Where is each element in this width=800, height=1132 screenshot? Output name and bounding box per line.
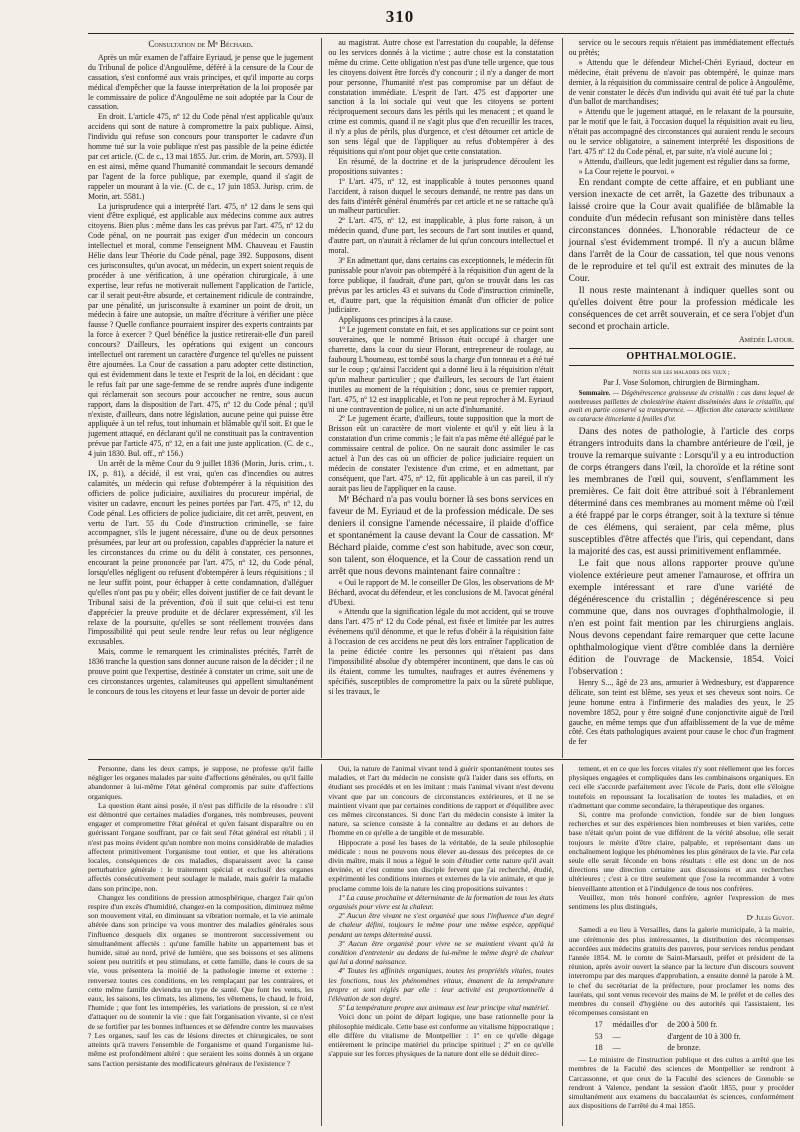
upper-col3-observation (569, 678, 794, 747)
paragraph: au magistrat. Autre chose est l'arrestation du coupable, la défense ou les services donnés à la victime ; autre chose est la constatation même du crime. Cette obligation n'est pas d'une telle urgence, que tous les citoyens doivent être forcés d'y concourir ; il n'y a danger de mort pour personne, l'humanité n'est pas compromise par un défaut de constatation immédiate. L'esprit de l'art. 475 est d'apporter une sanction à la loi sociale qui veut que les citoyens se portent réciproquement secours dans les périls qui les menacent ; et quand le crime est commis, quand il ne s'agit plus que d'en recueillir les traces, il n'y a plus de périls, plus d'urgence, et c'est détourner cet article de son sens légal que de l'appliquer au refus d'obtempérer à des réquisitions qui n'ont pour objet que cette constatation. (328, 38, 554, 156)
lower-col3-body3 (569, 1055, 794, 1110)
medal-row (595, 1032, 749, 1041)
paragraph: Mais, comme le remarquent les criminalistes précités, l'arrêt de 1836 tranche la question sans donner aucune raison de la décider ; il ne prouve point que l'expertise, destinée à constater un crime, soit une de ces circonstances urgentes, calamiteuses qui appellent simultanément le concours de tous les citoyens et leur fasse un devoir de porter aide (88, 647, 314, 696)
lower-col3-body (569, 764, 794, 911)
paragraph: 3º Aucun être organisé pour vivre ne se maintient vivant qu'à la condition d'entretenir au dedans de lui-même le même degré de chaleur qui lui a donné naissance. (328, 938, 554, 967)
upper-column-2 (321, 38, 553, 758)
paragraph: La jurisprudence qui a interprété l'art. 475, nº 12 dans le sens qui vient d'être expliqué, est applicable aux médecins comme aux autres citoyens. Bien plus : même dans les cas prévus par l'art. 475, nº 12 du Code pénal, on ne pourrait pas exiger d'un médecin un concours intellectuel et moral, comme l'enseignent MM. Chauveau et Faustin Hélie dans leur Théorie du Code pénal, page 392. Supposons, disent ces jurisconsultes, qu'un avocat, un médecin, un expert soient requis de procéder à une vérification, à une opération chirurgicale, à une expertise, leur refus ne motiverait nullement l'application de l'article, car il serait peut-être absurde, et certainement ridicule de contraindre, par une pénalité, un jurisconsulte à examiner un point de droit, un médecin à faire une autopsie, un maître d'écriture à vérifier une pièce fausse ? Quelle confiance pourraient inspirer des experts contraints par la force à exercer ? Quel bénéfice la justice retirerait-elle d'un pareil concours? D'ailleurs, les opérations qui exigent un concours intellectuel ont rarement un caractère d'urgence tel qu'elles ne puissent être ajournées. La Cour de cassation a paru adopter cette distinction, qui est évidemment dans le texte et l'esprit de la loi, en décidant : que le refus fait par une sage-femme de se rendre auprès d'une indigente qui réclamerait son secours pour accoucher ne rentre, sous aucun rapport, dans la disposition de l'art. 475, nº 12 du Code pénal ; qu'il n'existe, d'ailleurs, dans notre législation, aucune peine qui puisse être appliquée à un tel refus, tout inhumain et blâmable qu'il soit. Et que le jugement attaqué, en déclarant qu'il ne constituait pas la contravention prévue par l'article 475, nº 12, en a fait une juste application. (C. de c., 4 juin 1830. Bul. off., nº 156.) (88, 201, 314, 459)
paragraph: » Attendu que le défendeur Michel-Chéri Eyriaud, docteur en médecine, était prévenu de n'avoir pas obtempéré, le quinze mars dernier, à la réquisition du commissaire central de police à Angoulême, de venir constater le décès d'un individu qui avait été tué par la chute d'un ballot de marchandises; (568, 57, 794, 107)
upper-column-1 (88, 38, 313, 758)
medal-count: 18 (594, 1042, 603, 1052)
paragraph: Personne, dans les deux camps, je suppose, ne professe qu'il faille négliger les organes malades par suite d'affections générales, ou qu'il faille abandonner à lui-même l'état général compromis par suite d'affections organiques. (88, 764, 314, 801)
paragraph: 1º Le jugement constate en fait, et ses applications sur ce point sont souveraines, que le nommé Brisson était occupé à charger une charrette, dans la cour du sieur Florant, entrepreneur de roulage, au faubourg L'houmeau, est tombé sous la charge d'un tonneau et a été tué sur le coup ; qu'ainsi l'accident qui a donné lieu à la réquisition n'était qu'un malheur particulier ; que d'ailleurs, les secours de l'art étaient inutiles au moment de la réquisition ; donc, sous ce premier rapport, l'art. 475, nº 12 est inapplicable, et l'on ne peut reprocher à M. Eyriaud ni une contravention de police, ni un acte d'inhumanité. (328, 325, 554, 414)
upper-col3-body (569, 38, 794, 177)
author-line: Par J. Vose Solomon, chirurgien de Birmingham. (602, 378, 760, 388)
paragraph: Samedi a eu lieu à Versailles, dans la galerie municipale, à la mairie, une cérémonie des plus intéressantes, la distribution des récompenses accordées aux médecins gratuits des pauvres, pour services rendus pendant l'année 1854. M. le comte de Saint-Marsault, préfet et président de la réunion, après avoir ouvert la séance par la lecture d'un discours souvent interrompu par des marques d'approbation, a ensuite donné la parole à M. le chef du secrétariat de la préfecture, pour proclamer les noms des lauréats, qui sont venus recevoir des mains de M. le préfet et de celles des membres du conseil d'hygiène ou des autorités qui l'assistaient, les récompenses consistant en (568, 925, 794, 1018)
paragraph: Oui, la nature de l'animal vivant tend à guérir spontanément toutes ses maladies, et l'art du médecin ne consiste qu'à l'aider dans ses efforts, en étudiant ses procédés et en les imitant : mais l'animal vivant n'est devenu vivant que par un concours de circonstances extérieures, et il ne se maintient vivant que par certaines conditions de rapport et d'équilibre avec ces mêmes circonstances. Si donc l'art du médecin consiste à imiter la nature, sa science consiste à la connaître au dedans et au dehors de l'homme en ce qu'elle a de tangible et de mesurable. (328, 764, 554, 838)
middle-rule (88, 759, 794, 760)
paragraph: » La Cour rejette le pourvoi. » (578, 166, 675, 176)
paragraph: 2º Aucun être vivant ne s'est organisé que sous l'influence d'un degré de chaleur défini, toujours le même pour une même espèce, appliqué pendant un temps déterminé aussi. (328, 911, 554, 939)
paragraph: Changez les conditions de pression atmosphérique, chargez l'air qu'on respire d'un excès d'humidité, changez-en la composition, diminuez même son mouvement vital, en diminuant sa vibration normale, et la vie animale altérée dans son principe va vous montrer des maladies générales sous l'influence desquels dix organes se montreront successivement ou simultanément affectés : qu'une famille habite un appartement bas et humide, situé au nord, privé de lumière, que ses boissons et ses alimens soient peu nutritifs et peu stimulans, et cette famille, dans le cours de sa vie, vous présentera la moitié de la pathologie interne et externe : renversez toutes ces conditions, en les remplaçant par les contraires, et cette même famille deviendra un type de santé. Que font les vents, les eaux, les saisons, les climats, les alimens, les vêtemens, le chaud, le froid, l'humide ; que font les intempéries, les variations de pression, si ce n'est d'attaquer ou de soutenir la vie : que fait l'organisation vivante, si ce n'est de se fortifier par les bonnes influences et se défendre contre les mauvaises ? Les organes, sauf les cas de lésions directes et chirurgicales, ne sont atteints qu'à travers l'ensemble de l'organisme et quand l'organisme lui-même est profondément altéré : que seraient les soins donnés à un organe sans l'action persistante des modificateurs généraux de l'existence ? (88, 892, 314, 1068)
paragraph: 2º L'art. 475, nº 12, est inapplicable, à plus forte raison, à un médecin quand, d'une part, les secours de l'art sont inutiles et quand, d'autre part, on n'aurait à réclamer de lui qu'un concours intellectuel et moral. (328, 216, 554, 256)
article-heading: Consultation de Mᵉ Béchard. (148, 39, 253, 49)
paragraph: » Attendu, d'ailleurs, que ledit jugement est régulier dans sa forme, (578, 156, 790, 166)
paragraph: La question étant ainsi posée, il n'est pas difficile de la résoudre : s'il est démontré que certaines maladies d'organes, très nombreuses, peuvent engager et compromettre l'état général et qu'en faisant disparaître ou en guérissant l'organe souffrant, par ce fait seul l'état général est rétabli ; il n'est pas moins évident qu'un nombre non moins considérable de maladies affectent primitivement l'organisme tout entier, et que les altérations locales, conséquences de ces maladies, disparaissent avec la cause perturbatrice générale : le traitement spécial et exclusif des organes affectés consécutivement peut soulager le malade, mais guérir la maladie dans son principe, non. (88, 800, 314, 893)
paragraph: Mᵉ Béchard n'a pas voulu borner là ses bons services en faveur de M. Eyriaud et de la profession médicale. De ses deniers il consigne l'amende nécessaire, il plaide d'office et spontanément la cause devant la Cour de cassation. Mᵉ Béchard plaide, comme c'est son habitude, avec son cœur, son talent, son éloquence, et la Cour de cassation rend un arrêt que nous devons maintenant faire connaître : (328, 493, 554, 577)
upper-col3-big2 (569, 426, 794, 678)
page-number: 310 (385, 7, 415, 26)
upper-col2-body (328, 38, 553, 494)
medals-table (593, 1018, 751, 1054)
lower-col1-body (88, 764, 313, 1068)
paragraph: — Le ministre de l'instruction publique et des cultes a arrêté que les membres de la Faculté des sciences de Montpellier se rendront à Carcassonne, et que ceux de la Faculté des sciences de Grenoble se rendront à Valence, pendant la session d'août 1855, pour y procéder simultanément aux examens du baccalauréat ès sciences, conformément aux dispositions de l'arrêté du 4 mai 1855. (568, 1055, 794, 1111)
medal-text: — (612, 1042, 621, 1052)
lower-col3-body2 (569, 925, 794, 1017)
signature-guyot: Dʳ Jules Guyot. (746, 913, 794, 923)
summary (569, 390, 794, 424)
section-title: OPHTHALMOLOGIE. (569, 348, 794, 366)
paragraph: Voici donc un point de départ logique, une base rationnelle pour la philosophie médicale. Cette base est conforme au vitalisme hippocratique ; elle diffère du vitalisme de Montpellier : 1º en ce qu'elle dégage entièrement le principe matériel du principe spirituel ; 2º en ce qu'elle s'appuie sur les forces physiques de la nature dont elle se déduit direc- (328, 1012, 554, 1059)
paragraph: Hippocrate a posé les bases de la véritable, de la seule philosophie médicale : nous ne pouvons nous élever au-dessus des préceptes de ce divin maître, mais il nous a légué le soin d'étudier cette nature qu'il avait devinée, et c'est comme son disciple fervent que j'ai recherché, étudié, expérimenté les conditions internes et externes de la vie animale, et que je proclame comme lois de la nature les cinq propositions suivantes : (328, 837, 554, 893)
medal-count: 17 (594, 1020, 603, 1030)
paragraph: 1º La cause prochaine et déterminante de la formation de tous les états organisés pour vivre est la chaleur. (328, 892, 554, 912)
upper-columns (88, 38, 794, 758)
signature-latour: Amédée Latour. (738, 334, 794, 344)
upper-col1-body (88, 53, 313, 697)
summary-label: Sommaire. (578, 390, 611, 398)
summary-text: — Dégénérescence graisseuse du cristallin : cas dans lequel de nombreuses paillettes de cholestérine étaient disséminées dans le cristallin, qui avait en partie conservé sa transparence. — Affection dite cataracte scintillante ou cataracte étincelante à feuilles d'or. (568, 390, 794, 423)
paragraph: 3º En admettant que, dans certains cas exceptionnels, le médecin fût punissable pour n'avoir pas obtempéré à la réquisition d'un agent de la force publique, il faudrait, d'une part, qu'on se trouvât dans les cas prévus par les articles 43 et suivans du Code d'instruction criminelle, et, d'autre part, que la réquisition émanât d'un officier de police judiciaire. (328, 255, 554, 315)
five-propositions (328, 893, 553, 1013)
paragraph: En rendant compte de cette affaire, et en publiant une version inexacte de cet arrêt, la Gazette des tribunaux a laissé croire que la Cour avait qualifiée de blâmable la conduite d'un médecin refusant son ministère dans telles circonstances données. L'honorable rédacteur de ce journal s'est évidemment trompé. Il n'y a aucun blâme dans l'arrêt de la Cour de cassation, tel que nous venons de le reproduire et tel qu'il est extrait des minutes de la Cour. (568, 176, 794, 284)
top-rule (88, 33, 794, 34)
lower-column-1 (88, 764, 313, 1126)
upper-column-3 (562, 38, 794, 758)
paragraph: Si, contre ma profonde conviction, fondée sur de bien longues recherches et sur des expériences bien nombreuses et bien variées, cette base n'était qu'un point de vue différent de la vérité absolue, elle serait toujours le mérite d'être claire, palpable, et représentant dans un enchaînement logique les phénomènes les plus généraux de la vie. Par cela seule elle serait féconde en bons résultats : elle est donc un de nos directions une direction certaine aux discussions et aux recherches ultérieures ; c'est à ce titre seulement que j'ose la recommander à votre bienveillante attention et à l'indulgence de tous nos confrères. (568, 810, 794, 893)
upper-col2-big (328, 494, 553, 578)
paragraph: Veuillez, mon très honoré confrère, agréer l'expression de mes sentimens les plus distingués, (568, 892, 794, 912)
paragraph: Dans des notes de pathologie, à l'article des corps étrangers introduits dans la chambre antérieure de l'œil, je trouve la remarque suivante : Lorsqu'il y a eu introduction de corps étrangers dans l'œil, la choroïde et la rétine sont les membranes de l'œil qui, souvent, s'enflamment les premières. Ce fait doit être attribué soit à l'ébranlement déterminé dans ces membranes au moment même où l'œil a été frappé par le corps étranger, soit à la texture si ténue de ces élémens, qui seraient, par cela même, plus susceptibles d'être affectés que l'iris, qui cependant, dans la majorité des cas, est aussi primitivement enflammée. (568, 425, 794, 557)
medal-row (595, 1020, 749, 1029)
section-subtitle: Notes sur les maladies des yeux ; (632, 368, 730, 376)
paragraph: » Attendu que la signification légale du mot accident, qui se trouve dans l'art. 475 nº 12 du Code pénal, est fixée et limitée par les autres événemens qu'il dénomme, et que le refus d'obéir à la réquisition faite à l'occasion de ces accidens ne peut dès lors entraîner l'application de la peine édictée contre les personnes qui n'étaient pas dans l'impossibilité absolue d'y obtempérer incontinent, que dans le cas où ils étaient, comme les tumultes, naufrages et autres événemens y spécifiés, susceptibles de compromettre la paix ou la sûreté publique, si les travaux, le (328, 607, 554, 696)
medal-detail: de 200 à 500 fr. (667, 1020, 718, 1030)
medal-count: 53 (594, 1031, 603, 1041)
paragraph: En résumé, de la doctrine et de la jurisprudence découlent les propositions suivantes : (328, 156, 554, 176)
medal-text: — (612, 1031, 621, 1041)
paragraph: 1º L'art. 475, nº 12, est inapplicable à toutes personnes quand l'accident, à raison duquel le secours demandé, ne rentre pas dans un des faits d'intérêt général énumérés par cet article et ne se rattache qu'à un malheur particulier. (328, 176, 554, 216)
lower-column-2 (321, 764, 553, 1126)
paragraph: » Attendu que le jugement attaqué, en le relaxant de la poursuite, par le motif que le fait, à l'occasion duquel la réquisition avait eu lieu, n'était pas accompagné des circonstances qui auraient rendu le secours ou le service obligatoire, a sainement interprété les dispositions de l'art. 475 nº 12 du Code pénal, et, par suite, n'a violé aucune loi ; (568, 107, 794, 156)
medal-row (595, 1043, 749, 1052)
paragraph: Le fait que nous allons rapporter prouve qu'une violence extérieure peut amener l'amaurose, et offrira un exemple intéressant et rare d'une variété de dégénérescence du cristallin ; dégénérescence si peu commune que, dans nos ouvrages d'ophthalmologie, il n'en est point fait mention par les chirurgiens anglais. Nous devons cependant faire remarquer que cette lacune ophthalmologique vient d'être comblée dans la dernière édition de l'ouvrage de Mackensie, 1854. Voici l'observation : (568, 557, 794, 677)
paragraph: service ou le secours requis n'étaient pas immédiatement effectués ou prêtés; (568, 38, 794, 57)
medal-detail: de bronze. (667, 1042, 701, 1052)
paragraph: « Ouï le rapport de M. le conseiller De Glos, les observations de Mᵉ Béchard, avocat du défendeur, et les conclusions de M. l'avocat général d'Ubexi. (328, 577, 554, 607)
medal-detail: d'argent de 10 à 300 fr. (667, 1031, 741, 1041)
paragraph: 5º La température propre aux animaux est leur principe vital matériel. (338, 1003, 550, 1013)
paragraph: Après un mûr examen de l'affaire Eyriaud, je pense que le jugement du Tribunal de police d'Angoulême, déféré à la censure de la Cour de cassation, s'est conformé aux vrais principes, et qu'il importe au corps médical d'empêcher que la fausse interprétation de la loi proposée par le commissaire de police d'Angoulême ne soit adoptée par la Cour de cassation. (88, 52, 314, 112)
medal-text: médailles d'or (612, 1020, 658, 1030)
paragraph: Un arrêt de la même Cour du 9 juillet 1836 (Morin, Juris. crim., t. IX, p. 81), a décidé, il est vrai, qu'en cas d'incendies ou autres calamités, un médecin qui refuse d'obtempérer à la réquisition des officiers de police judiciaire, auxiliaires du procureur impérial, de visiter un cadavre, encourt les peines portées par l'art. 475, nº 12, du Code pénal. Les officiers de police judiciaire, dit cet arrêt, peuvent, en vertu de l'art. 55 du Code d'instruction criminelle, se faire accompagner, s'ils le jugent nécessaire, d'une ou de deux personnes présumées, par leur art ou profession, capables d'apprécier la nature et les circonstances du crime ou du délit à constater, ces personnes, encourant la peine prononcée par l'art. 475, nº 12, du Code pénal, lorsqu'elles négligent ou refusent d'obtempérer à leurs réquisitions ; il ne leur suffit point, pour échapper à cette condamnation, d'alléguer qu'elles n'ont pas pu y obéir; elles doivent justifier de ce fait devant le Tribunal saisi de la prévention, d'où il suit que celui-ci est tenu d'apprécier la preuve produite et de déclarer expressément, s'il les relaxe de la poursuite, qu'elles se sont réellement trouvées dans l'impossibilité qui peut seule rendre leur refus ou leur négligence excusables. (88, 459, 314, 647)
paragraph: tement, et en ce que les forces vitales n'y sont réellement que les forces physiques engagées et compliquées dans les combinaisons organiques. En ceci elle s'accorde parfaitement avec l'école de Paris, dont elle s'éloigne toutefois en repoussant la localisation de toutes les maladies, et en n'admettant que comme secondaire, la thérapeutique des organes. (568, 764, 794, 810)
upper-col3-big (569, 177, 794, 333)
court-ruling-quote (328, 578, 553, 697)
lower-col2-body (328, 764, 553, 893)
paragraph: Henry S..., âgé de 23 ans, armurier à Wednesbury, est d'apparence délicate, son teint est blême, ses yeux et ses cheveux sont noirs. Ce jeune homme entra à l'infirmerie des maladies des yeux, le 25 novembre 1852, pour y être soigné d'une conjonctivite aiguë de l'œil gauche, en même temps que d'un affaiblissement de la vue de même côté. Ces états pathologiques avaient pour cause le choc d'un fragment de fer (568, 677, 794, 747)
paragraph: 4º Toutes les affinités organiques, toutes les propriétés vitales, toutes les fonctions, tous les phénomènes vitaux, émanent de la température propre et sont réglés par elle : leur activité est proportionnelle à l'élévation de son degré. (328, 966, 554, 1004)
paragraph: Appliquons ces principes à la cause. (338, 315, 453, 325)
lower-columns (88, 764, 794, 1126)
lower-col2-body2 (328, 1012, 553, 1058)
lower-column-3 (562, 764, 794, 1126)
paragraph: En droit. L'article 475, nº 12 du Code pénal n'est applicable qu'aux accidens qui sont de nature à compromettre la paix publique. Ainsi, l'individu qui refuse son concours pour transporter le cadavre d'un homme tué sur la voie publique n'est pas passible de la peine édictée par cet article. (C. de c., 13 mai 1855. Jur. crim. de Morin, art. 5793). Il en est ainsi, même quand l'humanité commandait le secours demandé par l'agent de la force publique, par exemple, quand il s'agit de rappeler un mourant à la vie. (C. de c., 17 juin 1853. Jurisp. crim. de Morin, art. 5581.) (88, 112, 314, 201)
paragraph: Il nous reste maintenant à indiquer quelles sont ou qu'elles doivent être pour la profession médicale les conséquences de cet arrêt souverain, et ce sera l'objet d'un second et prochain article. (568, 284, 794, 332)
paragraph: 2º Le jugement écarte, d'ailleurs, toute supposition que la mort de Brisson eût un caractère de mort violente et qu'il y eût lieu à la constatation d'un crime commis ; le fait n'a pas même été allégué par le commissaire central de police. On ne saurait donc assimiler le cas actuel à l'un des cas où un officier de police judiciaire requiert un médecin de constater l'existence d'un crime, et en admettant, par conséquent, que l'art. 475, nº 12, fût applicable à un cas pareil, il n'y aurait pas lieu de l'appliquer en la cause. (328, 414, 554, 493)
